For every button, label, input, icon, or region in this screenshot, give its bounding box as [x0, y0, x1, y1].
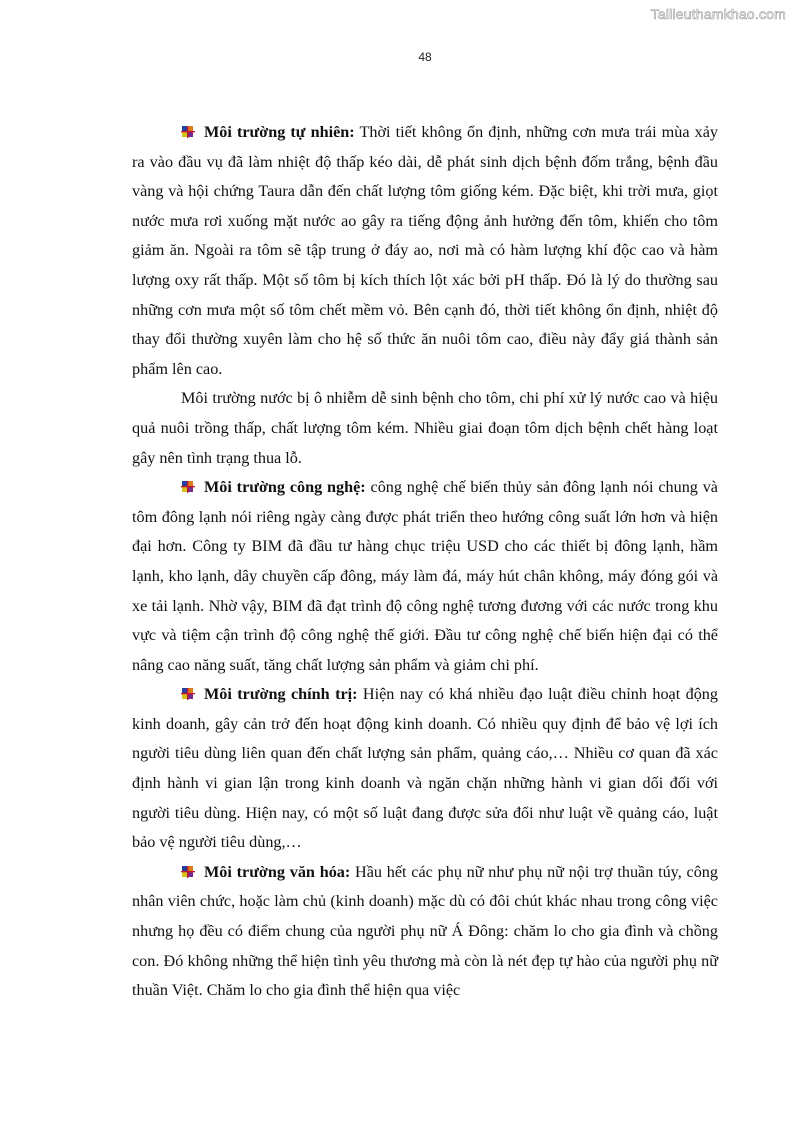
- paragraph-water-pollution: [132, 384, 718, 473]
- paragraph-text: Thời tiết không ổn định, những cơn mưa trái mùa xảy ra vào đầu vụ đã làm nhiệt độ thấp kéo dài, dễ phát sinh dịch bệnh đốm trắng, bệnh đầu vàng và hội chứng Taura dẫn đến chất lượng tôm giống kém. Đặc biệt, khi trời mưa, giọt nước mưa rơi xuống mặt nước ao gây ra tiếng động ảnh hưởng đến tôm, khiến cho tôm giảm ăn. Ngoài ra tôm sẽ tập trung ở đáy ao, nơi mà có hàm lượng khí độc cao và hàm lượng oxy rất thấp. Một số tôm bị kích thích lột xác bởi pH thấp. Đó là lý do thường sau những cơn mưa một số tôm chết mềm vỏ. Bên cạnh đó, thời tiết không ổn định, nhiệt độ thay đổi thường xuyên làm cho hệ số thức ăn nuôi tôm cao, điều này đẩy giá thành sản phẩm lên cao.: [132, 123, 719, 378]
- paragraph-text: công nghệ chế biến thủy sản đông lạnh nói chung và tôm đông lạnh nói riêng ngày càng được phát triển theo hướng công suất lớn hơn và hiện đại hơn. Công ty BIM đã đầu tư hàng chục triệu USD cho các thiết bị đông lạnh, hầm lạnh, kho lạnh, dây chuyền cấp đông, máy làm đá, máy hút chân không, máy đóng gói và xe tải lạnh. Nhờ vậy, BIM đã đạt trình độ công nghệ tương đương với các nước trong khu vực và tiệm cận trình độ công nghệ thế giới. Đầu tư công nghệ chế biến hiện đại có thể nâng cao năng suất, tăng chất lượng sản phẩm và giảm chi phí.: [132, 478, 718, 674]
- paragraph-heading: Môi trường công nghệ:: [204, 478, 366, 497]
- watermark: Tailieuthamkhao.com: [650, 6, 786, 22]
- paragraph-text: Hiện nay có khá nhiều đạo luật điều chỉnh hoạt động kinh doanh, gây cản trở đến hoạt động kinh doanh. Có nhiều quy định để bảo vệ lợi ích người tiêu dùng liên quan đến chất lượng sản phẩm, quảng cáo,… Nhiều cơ quan đã xác định hành vi gian lận trong kinh doanh và ngăn chặn những hành vi gian dối đối với người tiêu dùng. Hiện nay, có một số luật đang được sửa đổi như luật về quảng cáo, luật bảo vệ người tiêu dùng,…: [132, 685, 718, 852]
- square-bullet-icon: [181, 126, 195, 138]
- paragraph-natural-environment: [132, 118, 718, 384]
- square-bullet-icon: [181, 866, 195, 878]
- paragraph-cultural-environment: [132, 858, 718, 1006]
- paragraph-political-environment: [132, 680, 718, 858]
- square-bullet-icon: [181, 688, 195, 700]
- page-number: 48: [418, 50, 432, 64]
- paragraph-text: Hầu hết các phụ nữ như phụ nữ nội trợ thuần túy, công nhân viên chức, hoặc làm chủ (kinh doanh) mặc dù có đôi chút khác nhau trong công việc nhưng họ đều có điểm chung của người phụ nữ Á Đông: chăm lo cho gia đình và chồng con. Đó không những thể hiện tình yêu thương mà còn là nét đẹp tự hào của người phụ nữ thuần Việt. Chăm lo cho gia đình thể hiện qua việc: [132, 862, 718, 1000]
- paragraph-heading: Môi trường văn hóa:: [204, 862, 351, 881]
- paragraph-technology-environment: [132, 473, 718, 680]
- document-body: [132, 118, 718, 1006]
- paragraph-text: Môi trường nước bị ô nhiễm dễ sinh bệnh cho tôm, chi phí xử lý nước cao và hiệu quả nuôi trồng thấp, chất lượng tôm kém. Nhiều giai đoạn tôm dịch bệnh chết hàng loạt gây nên tình trạng thua lỗ.: [132, 389, 718, 467]
- square-bullet-icon: [181, 481, 195, 493]
- paragraph-heading: Môi trường tự nhiên:: [204, 123, 355, 141]
- paragraph-heading: Môi trường chính trị:: [204, 685, 358, 704]
